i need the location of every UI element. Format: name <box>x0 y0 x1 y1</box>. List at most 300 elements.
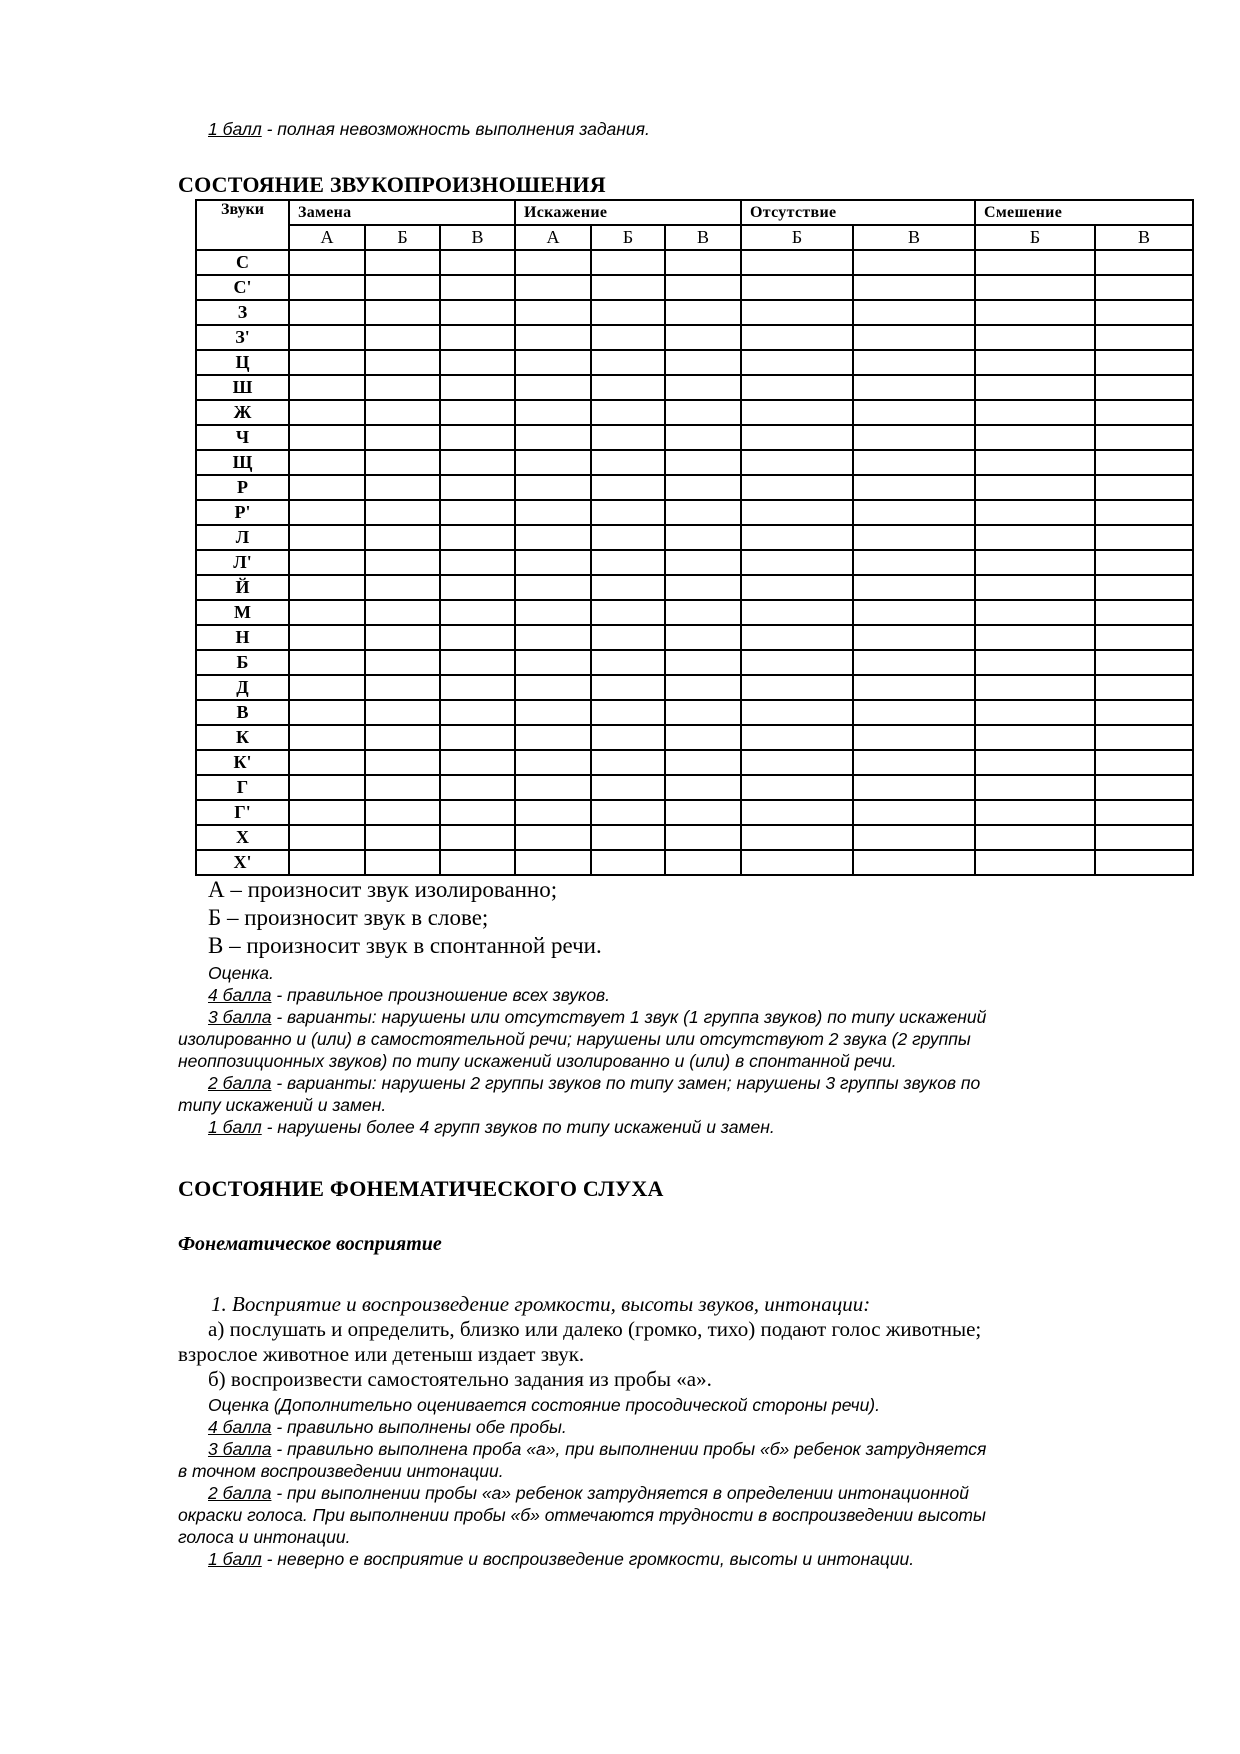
table-cell <box>289 375 365 400</box>
table-cell <box>440 300 515 325</box>
table-cell <box>440 575 515 600</box>
sound-label: Н <box>196 625 289 650</box>
table-row <box>196 825 1193 850</box>
subcolumn-header: Б <box>365 225 440 250</box>
table-cell <box>853 625 975 650</box>
score-text: - варианты: нарушены или отсутствует 1 звук (1 группа звуков) по типу искажений <box>271 1007 987 1027</box>
table-cell <box>665 625 741 650</box>
score-3-cont-1: в точном воспроизведении интонации. <box>178 1461 504 1481</box>
subcolumn-header: В <box>665 225 741 250</box>
section1-evaluation <box>178 962 1178 1138</box>
table-cell <box>365 825 440 850</box>
table-cell <box>741 525 853 550</box>
table-cell <box>853 825 975 850</box>
score-4 <box>178 984 1178 1006</box>
table-cell <box>741 325 853 350</box>
table-cell <box>515 325 591 350</box>
table-cell <box>975 550 1095 575</box>
table-cell <box>975 750 1095 775</box>
table-cell <box>289 800 365 825</box>
legend <box>208 876 602 960</box>
score-label: 2 балла <box>208 1073 272 1093</box>
table-cell <box>1095 375 1193 400</box>
score-1 <box>178 1116 1178 1138</box>
table-cell <box>1095 825 1193 850</box>
table-cell <box>440 500 515 525</box>
table-cell <box>665 425 741 450</box>
table-cell <box>741 850 853 875</box>
table-cell <box>853 475 975 500</box>
sound-label: Й <box>196 575 289 600</box>
score-3 <box>178 1438 1188 1460</box>
table-cell <box>853 525 975 550</box>
sound-label: Ш <box>196 375 289 400</box>
table-cell <box>591 850 665 875</box>
table-row <box>196 850 1193 875</box>
table-cell <box>515 450 591 475</box>
table-cell <box>365 300 440 325</box>
table-cell <box>365 750 440 775</box>
table-cell <box>289 275 365 300</box>
table-cell <box>741 575 853 600</box>
table-cell <box>741 400 853 425</box>
table-cell <box>289 550 365 575</box>
table-cell <box>515 400 591 425</box>
score-4 <box>178 1416 1188 1438</box>
table-cell <box>741 300 853 325</box>
score-text: - при выполнении пробы «а» ребенок затрудняется в определении интонационной <box>271 1483 969 1503</box>
table-row <box>196 475 1193 500</box>
table-cell <box>975 850 1095 875</box>
table-cell <box>741 775 853 800</box>
table-row <box>196 450 1193 475</box>
table-cell <box>741 275 853 300</box>
sound-label: Д <box>196 675 289 700</box>
table-cell <box>853 700 975 725</box>
table-cell <box>591 300 665 325</box>
table-cell <box>741 600 853 625</box>
score-text: - варианты: нарушены 2 группы звуков по типу замен; нарушены 3 группы звуков по <box>271 1073 981 1093</box>
table-cell <box>365 800 440 825</box>
table-row <box>196 600 1193 625</box>
table-cell <box>289 675 365 700</box>
table-cell <box>741 375 853 400</box>
table-cell <box>289 350 365 375</box>
table-cell <box>741 750 853 775</box>
table-cell <box>1095 725 1193 750</box>
table-cell <box>975 600 1095 625</box>
table-cell <box>853 850 975 875</box>
table-cell <box>853 425 975 450</box>
sound-label: К <box>196 725 289 750</box>
table-row <box>196 700 1193 725</box>
table-cell <box>853 500 975 525</box>
table-cell <box>591 625 665 650</box>
task-title: 1. Восприятие и воспроизведение громкости, высоты звуков, интонации: <box>211 1292 871 1316</box>
table-cell <box>440 275 515 300</box>
score-label: 1 балл <box>208 1117 262 1137</box>
sound-label: Х <box>196 825 289 850</box>
table-cell <box>665 525 741 550</box>
task-1 <box>178 1292 1188 1392</box>
table-cell <box>365 700 440 725</box>
table-cell <box>440 850 515 875</box>
subcolumn-header: В <box>440 225 515 250</box>
subcolumn-header: В <box>1095 225 1193 250</box>
table-row <box>196 525 1193 550</box>
table-header-subcolumns <box>196 225 1193 250</box>
table-cell <box>289 450 365 475</box>
table-row <box>196 550 1193 575</box>
table-cell <box>289 600 365 625</box>
table-cell <box>515 800 591 825</box>
table-cell <box>365 500 440 525</box>
table-cell <box>289 500 365 525</box>
table-cell <box>665 325 741 350</box>
table-cell <box>289 700 365 725</box>
table-cell <box>365 250 440 275</box>
header-group-distortion: Искажение <box>515 200 741 225</box>
score-text: - нарушены более 4 групп звуков по типу искажений и замен. <box>261 1117 775 1137</box>
table-row <box>196 775 1193 800</box>
table-cell <box>975 500 1095 525</box>
table-cell <box>440 400 515 425</box>
table-cell <box>975 250 1095 275</box>
table-cell <box>1095 350 1193 375</box>
sound-label: Г' <box>196 800 289 825</box>
table-cell <box>591 700 665 725</box>
table-row <box>196 325 1193 350</box>
table-cell <box>440 375 515 400</box>
table-cell <box>1095 450 1193 475</box>
sound-label: З' <box>196 325 289 350</box>
table-cell <box>853 650 975 675</box>
table-row <box>196 675 1193 700</box>
table-cell <box>975 775 1095 800</box>
table-cell <box>365 725 440 750</box>
table-cell <box>440 550 515 575</box>
score-2-cont-1: окраски голоса. При выполнении пробы «б» отмечаются трудности в воспроизведении высоты <box>178 1505 986 1525</box>
table-cell <box>665 675 741 700</box>
table-cell <box>741 650 853 675</box>
table-row <box>196 375 1193 400</box>
table-cell <box>440 425 515 450</box>
table-cell <box>515 500 591 525</box>
score-3-cont-1: изолированно и (или) в самостоятельной речи; нарушены или отсутствуют 2 звука (2 группы <box>178 1029 971 1049</box>
table-cell <box>1095 275 1193 300</box>
score-label: 1 балл <box>208 1549 262 1569</box>
table-cell <box>365 275 440 300</box>
table-cell <box>975 525 1095 550</box>
sound-label: Г <box>196 775 289 800</box>
score-text: - правильное произношение всех звуков. <box>271 985 611 1005</box>
table-cell <box>975 675 1095 700</box>
table-cell <box>665 650 741 675</box>
table-cell <box>515 525 591 550</box>
header-sounds: Звуки <box>196 200 289 250</box>
table-cell <box>1095 325 1193 350</box>
table-cell <box>591 275 665 300</box>
table-cell <box>975 375 1095 400</box>
table-row <box>196 650 1193 675</box>
table-cell <box>665 575 741 600</box>
table-cell <box>440 700 515 725</box>
table-row <box>196 800 1193 825</box>
table-cell <box>591 425 665 450</box>
task-a-cont: взрослое животное или детеныш издает звук. <box>178 1342 585 1366</box>
table-cell <box>853 325 975 350</box>
table-cell <box>591 825 665 850</box>
table-cell <box>853 750 975 775</box>
sound-label: Л' <box>196 550 289 575</box>
table-cell <box>365 775 440 800</box>
legend-item-a: А – произносит звук изолированно; <box>208 877 558 902</box>
table-cell <box>1095 500 1193 525</box>
subsection-title-phonemic-perception: Фонематическое восприятие <box>178 1233 442 1255</box>
sound-label: М <box>196 600 289 625</box>
sound-label: Ж <box>196 400 289 425</box>
table-cell <box>591 250 665 275</box>
table-cell <box>440 725 515 750</box>
table-cell <box>1095 475 1193 500</box>
sound-label: З <box>196 300 289 325</box>
table-cell <box>665 775 741 800</box>
table-cell <box>1095 300 1193 325</box>
sound-label: С <box>196 250 289 275</box>
table-cell <box>975 400 1095 425</box>
table-cell <box>440 475 515 500</box>
table-cell <box>591 575 665 600</box>
table-cell <box>665 850 741 875</box>
table-cell <box>365 850 440 875</box>
table-cell <box>440 600 515 625</box>
table-cell <box>1095 525 1193 550</box>
table-cell <box>1095 575 1193 600</box>
table-cell <box>665 750 741 775</box>
score-label: 4 балла <box>208 985 272 1005</box>
score-label: 1 балл <box>208 119 262 139</box>
score-label: 2 балла <box>208 1483 272 1503</box>
table-cell <box>440 525 515 550</box>
table-cell <box>440 650 515 675</box>
table-cell <box>365 550 440 575</box>
table-cell <box>665 725 741 750</box>
section-title-phonemic-hearing: СОСТОЯНИЕ ФОНЕМАТИЧЕСКОГО СЛУХА <box>178 1176 664 1201</box>
table-cell <box>853 800 975 825</box>
subcolumn-header: А <box>289 225 365 250</box>
table-cell <box>440 775 515 800</box>
score-2-cont-1: типу искажений и замен. <box>178 1095 387 1115</box>
table-cell <box>289 250 365 275</box>
table-cell <box>440 350 515 375</box>
sound-label: Р <box>196 475 289 500</box>
table-cell <box>665 600 741 625</box>
table-cell <box>440 750 515 775</box>
table-cell <box>853 725 975 750</box>
table-cell <box>365 475 440 500</box>
table-cell <box>1095 700 1193 725</box>
table-cell <box>665 375 741 400</box>
table-cell <box>665 350 741 375</box>
table-cell <box>1095 250 1193 275</box>
table-cell <box>975 275 1095 300</box>
table-cell <box>741 250 853 275</box>
table-cell <box>853 300 975 325</box>
table-row <box>196 250 1193 275</box>
table-cell <box>665 300 741 325</box>
table-cell <box>515 725 591 750</box>
table-cell <box>741 700 853 725</box>
subcolumn-header: Б <box>741 225 853 250</box>
sound-label: К' <box>196 750 289 775</box>
table-cell <box>365 625 440 650</box>
table-cell <box>853 375 975 400</box>
table-cell <box>515 650 591 675</box>
score-text: - правильно выполнена проба «а», при выполнении пробы «б» ребенок затрудняется <box>271 1439 987 1459</box>
table-cell <box>853 450 975 475</box>
table-cell <box>853 250 975 275</box>
table-cell <box>440 625 515 650</box>
section-title-sound-pronunciation: СОСТОЯНИЕ ЗВУКОПРОИЗНОШЕНИЯ <box>178 172 606 197</box>
table-cell <box>515 375 591 400</box>
task-a: а) послушать и определить, близко или далеко (громко, тихо) подают голос животные; <box>208 1317 982 1341</box>
table-cell <box>975 575 1095 600</box>
table-cell <box>289 825 365 850</box>
table-cell <box>591 650 665 675</box>
top-score-note <box>208 118 650 140</box>
table-cell <box>591 525 665 550</box>
table-cell <box>975 300 1095 325</box>
table-cell <box>289 575 365 600</box>
table-cell <box>665 800 741 825</box>
score-1 <box>178 1548 1188 1570</box>
table-cell <box>440 250 515 275</box>
table-cell <box>591 475 665 500</box>
score-label: 3 балла <box>208 1007 272 1027</box>
table-header-groups <box>196 200 1193 225</box>
score-3-cont-2: неоппозиционных звуков) по типу искажений изолированно и (или) в спонтанной речи. <box>178 1051 897 1071</box>
table-cell <box>515 275 591 300</box>
table-cell <box>853 675 975 700</box>
table-cell <box>289 775 365 800</box>
table-cell <box>1095 650 1193 675</box>
evaluation-label: Оценка. <box>208 963 274 983</box>
table-cell <box>515 750 591 775</box>
table-cell <box>591 750 665 775</box>
sound-label: В <box>196 700 289 725</box>
table-cell <box>741 475 853 500</box>
table-cell <box>665 275 741 300</box>
sound-pronunciation-table <box>195 199 1194 876</box>
table-cell <box>741 625 853 650</box>
table-cell <box>365 600 440 625</box>
table-cell <box>515 550 591 575</box>
score-text: - полная невозможность выполнения задания. <box>261 119 650 139</box>
score-2-cont-2: голоса и интонации. <box>178 1527 351 1547</box>
subcolumn-header: Б <box>591 225 665 250</box>
table-cell <box>591 375 665 400</box>
table-cell <box>591 500 665 525</box>
table-cell <box>515 775 591 800</box>
table-cell <box>289 325 365 350</box>
table-cell <box>1095 425 1193 450</box>
table-cell <box>365 400 440 425</box>
table-cell <box>289 750 365 775</box>
score-3 <box>178 1006 1178 1028</box>
table-row <box>196 275 1193 300</box>
header-group-absence: Отсутствие <box>741 200 975 225</box>
table-cell <box>1095 775 1193 800</box>
table-cell <box>289 525 365 550</box>
table-cell <box>440 800 515 825</box>
table-cell <box>365 350 440 375</box>
table-cell <box>591 600 665 625</box>
table-cell <box>665 550 741 575</box>
table-cell <box>515 825 591 850</box>
sound-label: Ц <box>196 350 289 375</box>
table-cell <box>515 250 591 275</box>
table-cell <box>515 300 591 325</box>
table-cell <box>289 850 365 875</box>
score-2 <box>178 1482 1188 1504</box>
table-cell <box>515 850 591 875</box>
table-cell <box>741 350 853 375</box>
table-cell <box>741 800 853 825</box>
table-cell <box>853 775 975 800</box>
table-cell <box>515 575 591 600</box>
table-row <box>196 350 1193 375</box>
table-row <box>196 750 1193 775</box>
table-cell <box>665 475 741 500</box>
table-cell <box>289 725 365 750</box>
table-cell <box>365 375 440 400</box>
table-cell <box>289 475 365 500</box>
table-cell <box>853 600 975 625</box>
table-cell <box>853 400 975 425</box>
table-cell <box>975 350 1095 375</box>
table-cell <box>365 675 440 700</box>
table-cell <box>741 450 853 475</box>
table-cell <box>591 775 665 800</box>
table-cell <box>665 400 741 425</box>
table-cell <box>365 575 440 600</box>
table-row <box>196 575 1193 600</box>
legend-item-v: В – произносит звук в спонтанной речи. <box>208 933 602 958</box>
table-cell <box>975 725 1095 750</box>
table-cell <box>1095 800 1193 825</box>
table-cell <box>1095 625 1193 650</box>
table-cell <box>365 450 440 475</box>
sound-label: Щ <box>196 450 289 475</box>
table-cell <box>665 500 741 525</box>
sound-label: Р' <box>196 500 289 525</box>
section2-evaluation <box>178 1394 1188 1570</box>
table-cell <box>975 325 1095 350</box>
table-cell <box>741 425 853 450</box>
table-cell <box>591 400 665 425</box>
score-2 <box>178 1072 1178 1094</box>
evaluation-label: Оценка (Дополнительно оценивается состояние просодической стороны речи). <box>208 1395 880 1415</box>
legend-item-b: Б – произносит звук в слове; <box>208 905 489 930</box>
subcolumn-header: В <box>853 225 975 250</box>
table-cell <box>975 450 1095 475</box>
table-row <box>196 400 1193 425</box>
table-cell <box>1095 400 1193 425</box>
table-cell <box>591 450 665 475</box>
table-cell <box>515 700 591 725</box>
sound-label: С' <box>196 275 289 300</box>
table-cell <box>975 700 1095 725</box>
